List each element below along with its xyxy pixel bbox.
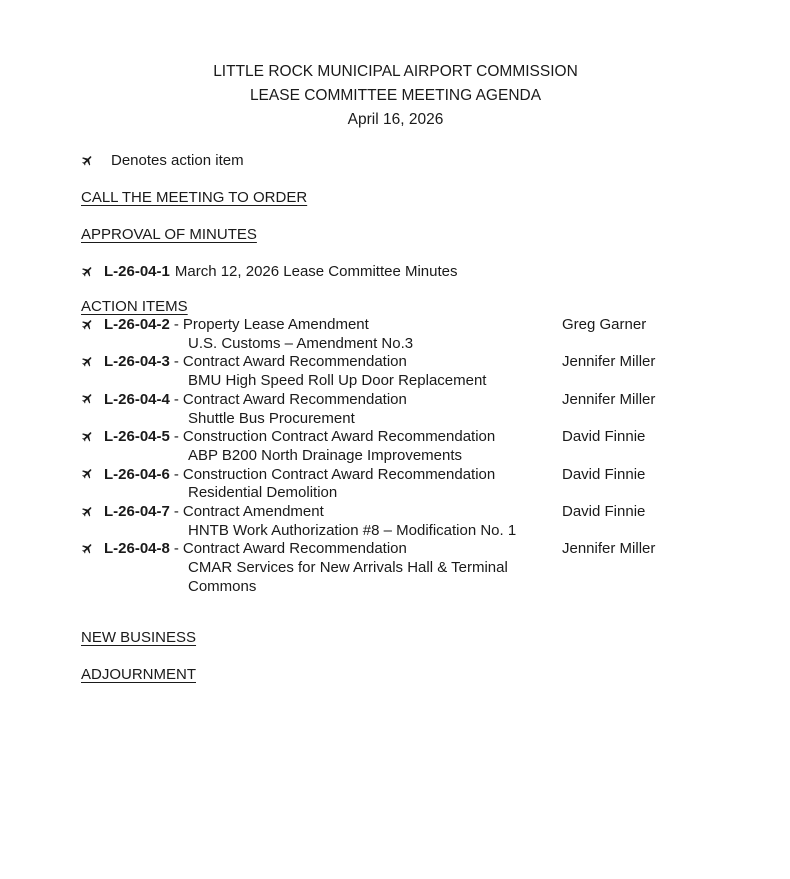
section-adjournment: ADJOURNMENT <box>81 665 196 683</box>
action-item-separator: - <box>173 428 179 446</box>
legend-text: Denotes action item <box>111 152 244 169</box>
action-items-list <box>81 316 710 597</box>
action-item-legend <box>81 152 710 170</box>
meeting-title: LEASE COMMITTEE MEETING AGENDA <box>249 87 542 104</box>
action-item-line <box>81 391 562 410</box>
action-item-line <box>81 540 562 559</box>
action-item-line <box>81 428 562 447</box>
action-item-title: Property Lease Amendment <box>182 316 369 333</box>
minutes-item-id: L-26-04-1 <box>104 263 170 280</box>
action-item-id: L-26-04-3 <box>104 353 170 371</box>
action-item-detail: Shuttle Bus Procurement <box>188 409 355 427</box>
airplane-icon <box>81 316 104 335</box>
action-item-id: L-26-04-6 <box>104 465 170 483</box>
action-item-detail: HNTB Work Authorization #8 – Modification No. 1 <box>188 521 517 539</box>
action-item-presenter: David Finnie <box>562 465 646 483</box>
action-item-title: Construction Contract Award Recommendation <box>182 428 496 446</box>
action-item-title: Contract Award Recommendation <box>182 540 407 558</box>
action-item-id: L-26-04-5 <box>104 428 170 446</box>
action-item-presenter: Jennifer Miller <box>562 353 656 371</box>
action-item-presenter: Greg Garner <box>562 316 647 333</box>
action-item-line <box>81 353 562 372</box>
action-item-row <box>81 316 710 353</box>
action-item-detail: Residential Demolition <box>188 484 338 502</box>
action-item-row <box>81 353 710 390</box>
action-item-detail: BMU High Speed Roll Up Door Replacement <box>188 372 487 390</box>
airplane-icon <box>81 540 104 559</box>
action-item-presenter: Jennifer Miller <box>562 540 656 558</box>
action-item-title: Contract Award Recommendation <box>182 390 407 408</box>
action-item-title: Contract Amendment <box>182 503 324 521</box>
action-item-detail: U.S. Customs – Amendment No.3 <box>188 334 414 352</box>
action-item-presenter: David Finnie <box>562 503 646 521</box>
action-item-id: L-26-04-2 <box>104 316 170 333</box>
airplane-icon <box>81 152 104 170</box>
action-item-title: Construction Contract Award Recommendation <box>182 465 496 483</box>
action-item-detail: Commons <box>188 577 257 595</box>
action-item-line <box>81 316 562 335</box>
airplane-icon <box>81 263 104 281</box>
action-item-detail: ABP B200 North Drainage Improvements <box>188 446 463 464</box>
action-item-separator: - <box>173 316 179 333</box>
action-item-separator: - <box>173 353 179 371</box>
action-item-presenter: David Finnie <box>562 428 646 446</box>
action-item-row <box>81 428 710 465</box>
document-title-block <box>81 60 710 132</box>
airplane-icon <box>81 503 104 522</box>
action-item-line <box>81 503 562 522</box>
action-item-title: Contract Award Recommendation <box>182 353 407 371</box>
action-item-row <box>81 540 710 596</box>
action-item-row <box>81 391 710 428</box>
section-call-to-order: CALL THE MEETING TO ORDER <box>81 189 308 206</box>
action-item-id: L-26-04-8 <box>104 540 170 558</box>
action-item-detail: CMAR Services for New Arrivals Hall & Terminal <box>188 559 508 577</box>
action-item-separator: - <box>173 390 179 408</box>
section-approval-of-minutes: APPROVAL OF MINUTES <box>81 226 257 243</box>
action-item-row <box>81 466 710 503</box>
action-item-presenter: Jennifer Miller <box>562 390 656 408</box>
minutes-item-row <box>81 263 710 281</box>
airplane-icon <box>81 391 104 410</box>
action-item-id: L-26-04-7 <box>104 503 170 521</box>
meeting-date: April 16, 2026 <box>347 111 444 128</box>
minutes-item-text: March 12, 2026 Lease Committee Minutes <box>174 263 458 280</box>
action-item-id: L-26-04-4 <box>104 390 170 408</box>
action-item-line <box>81 466 562 485</box>
section-new-business: NEW BUSINESS <box>81 628 197 646</box>
airplane-icon <box>81 428 104 447</box>
action-item-row <box>81 503 710 540</box>
action-item-separator: - <box>173 465 179 483</box>
section-action-items: ACTION ITEMS <box>81 298 188 315</box>
airplane-icon <box>81 466 104 485</box>
airplane-icon <box>81 353 104 372</box>
commission-title: LITTLE ROCK MUNICIPAL AIRPORT COMMISSION <box>213 63 578 80</box>
action-item-separator: - <box>173 540 179 558</box>
action-item-separator: - <box>173 503 179 521</box>
